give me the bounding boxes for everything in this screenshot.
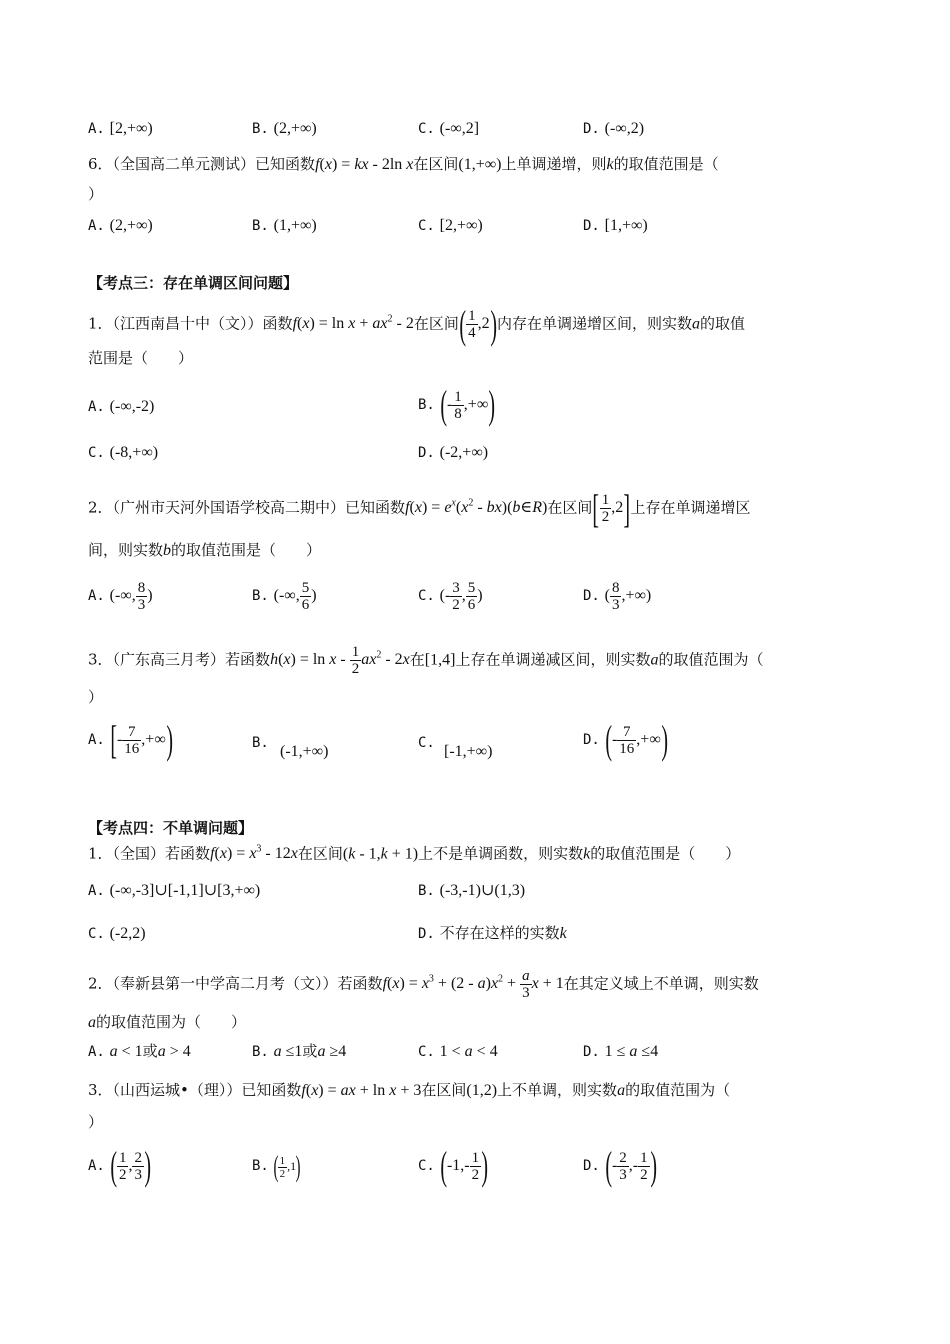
section-heading: 【考点三：存在单调区间问题】 — [88, 274, 299, 292]
formula: f(x) = kx - 2ln x — [315, 156, 414, 173]
option-a: A. (-∞,-2) — [88, 398, 155, 415]
formula: [ $\frac{1}{2}$ ,2] — [592, 485, 631, 531]
formula: (-8,+∞) — [109, 444, 159, 461]
question-stem: 2．（奉新县第一中学高二月考（文））若函数$f(x) = x^3 + (2 - a)x^2$ + $\frac{a}{3}$ x + 1在其定义域上不单调，则实数 — [88, 968, 759, 1002]
option-a: A. [- $\frac{7}{16}$ ,+∞) — [88, 717, 173, 763]
formula: (-3,-1)∪(1,3) — [439, 882, 526, 899]
question-stem-cont: a的取值范围为（ ） — [88, 1013, 247, 1031]
option-b: B. a ≤1或a ≥4 — [252, 1042, 347, 1060]
formula: (-∞,-2) — [109, 398, 155, 415]
formula: (-2,+∞) — [439, 444, 489, 461]
formula: h(x) = ln x - $\frac{1}{2}$ $ax^2 - 2x$ — [270, 644, 410, 678]
option-c: C. (- $\frac{3}{2}$ , $\frac{5}{6}$ ) — [418, 579, 483, 613]
formula: k — [606, 156, 614, 173]
formula: ( $\frac{1}{4}$ ,2) — [459, 301, 497, 347]
formula: (- $\frac{2}{3}$ ,- $\frac{1}{2}$ ) — [604, 1143, 657, 1189]
formula: ( $\frac{1}{2}$ ,1) — [273, 1150, 301, 1184]
formula: (-∞,-3]∪[-1,1]∪[3,+∞) — [109, 882, 261, 899]
option-c — [418, 118, 479, 139]
option-value: (-∞,2) — [604, 120, 645, 137]
formula: ( $\frac{1}{2}$ , $\frac{2}{3}$ ) — [109, 1143, 151, 1189]
question-stem-cont: 间，则实数b的取值范围是（ ） — [88, 541, 322, 559]
option-value: (-∞,2] — [439, 120, 480, 137]
option-label: C. — [418, 121, 435, 137]
formula: (-∞, $\frac{8}{3}$ ) — [109, 579, 153, 613]
formula: (k - 1,k + 1) — [342, 845, 419, 863]
formula: $f(x) = x^3 + (2 - a)x^2$ + $\frac{a}{3}$ x + 1 — [382, 968, 564, 1002]
option-b-value: (-1,+∞) — [280, 743, 329, 760]
question-stem: 1．（全国）若函数$f(x) = x^3 - 12x$在区间(k - 1,k + 1)上不是单调函数，则实数k的取值范围是（ ） — [88, 844, 741, 863]
option-b: B. (1,+∞) — [252, 217, 317, 234]
option-value: (2,+∞) — [273, 120, 317, 137]
option-label: A. — [88, 121, 105, 137]
option-d: D. 不存在这样的实数k — [418, 924, 567, 942]
option-c: C. (-2,2) — [88, 925, 146, 942]
option-d: D. (-2,+∞) — [418, 444, 489, 461]
question-stem: 3．（山西运城•（理））已知函数f(x) = ax + ln x + 3在区间(1,2)上不单调，则实数a的取值范围为（ — [88, 1081, 731, 1099]
formula: a — [692, 315, 701, 333]
option-a: A. (-∞,-3]∪[-1,1]∪[3,+∞) — [88, 882, 261, 899]
section-heading: 【考点四：不单调问题】 — [88, 819, 254, 837]
option-b: B. (-∞, $\frac{5}{6}$ ) — [252, 579, 317, 613]
option-label: B. — [252, 121, 269, 137]
formula: (1,+∞) — [458, 156, 502, 173]
option-c: C. — [418, 735, 435, 751]
formula: f(x) = ax + ln x + 3 — [301, 1082, 422, 1099]
formula: [- $\frac{7}{16}$ ,+∞) — [109, 717, 173, 763]
formula: (- $\frac{7}{16}$ ,+∞) — [604, 717, 668, 763]
option-b: B. (- $\frac{1}{8}$ ,+∞) — [418, 382, 496, 428]
option-a: A. (2,+∞) — [88, 217, 153, 234]
option-label: D. — [583, 121, 600, 137]
option-a — [88, 118, 153, 139]
formula: [1,4] — [424, 651, 456, 669]
option-c: C. 1 < a < 4 — [418, 1043, 498, 1060]
option-c: C. (-8,+∞) — [88, 444, 159, 461]
formula: (-1,- $\frac{1}{2}$ ) — [439, 1143, 489, 1189]
question-stem: 6．（全国高二单元测试）已知函数f(x) = kx - 2ln x在区间(1,+∞)上单调递增，则k的取值范围是（ — [88, 155, 719, 173]
option-a: A. a < 1或a > 4 — [88, 1042, 191, 1060]
question-stem: 2．（广州市天河外国语学校高二期中）已知函数$f(x) = e^x(x^2$ - bx)(b∈R)在区间[ $\frac{1}{2}$ ,2]上存在单调递增区 — [88, 485, 751, 531]
option-b: B. (-3,-1)∪(1,3) — [418, 882, 526, 899]
formula: (-2,2) — [109, 925, 146, 942]
option-b: B. ( $\frac{1}{2}$ ,1) — [252, 1150, 301, 1184]
option-d: D. [1,+∞) — [583, 217, 648, 234]
option-d: D. 1 ≤ a ≤4 — [583, 1043, 659, 1060]
formula: (- $\frac{1}{8}$ ,+∞) — [439, 382, 496, 428]
question-close-paren: ） — [88, 688, 104, 706]
question-close-paren: ） — [88, 1113, 104, 1131]
option-d: D. ( $\frac{8}{3}$ ,+∞) — [583, 579, 652, 613]
formula: (- $\frac{3}{2}$ , $\frac{5}{6}$ ) — [439, 579, 483, 613]
formula: $f(x) = x^3 - 12x$ — [210, 844, 298, 863]
question-stem-cont: 范围是（ ） — [88, 349, 194, 367]
option-c: C. (-1,- $\frac{1}{2}$ ) — [418, 1143, 489, 1189]
option-b — [252, 118, 317, 139]
option-d — [583, 118, 644, 139]
option-d: D. (- $\frac{2}{3}$ ,- $\frac{1}{2}$ ) — [583, 1143, 657, 1189]
formula: $f(x) = \ln x + ax^2 - 2$ — [292, 314, 414, 333]
option-value: [2,+∞) — [109, 120, 153, 137]
question-stem: 3．（广东高三月考）若函数h(x) = ln x - $\frac{1}{2}$ $ax^2 - 2x$在[1,4]上存在单调递减区间，则实数a的取值范围为（ — [88, 644, 764, 678]
option-c: C. [2,+∞) — [418, 217, 483, 234]
question-close-paren: ） — [88, 185, 104, 203]
option-c-value: [-1,+∞) — [444, 743, 493, 760]
formula: $f(x) = e^x(x^2$ - bx)(b∈R) — [405, 498, 548, 517]
formula: ( $\frac{8}{3}$ ,+∞) — [604, 579, 652, 613]
option-d: D. (- $\frac{7}{16}$ ,+∞) — [583, 717, 668, 763]
formula: (1,2) — [466, 1082, 498, 1099]
option-a: A. (-∞, $\frac{8}{3}$ ) — [88, 579, 153, 613]
question-stem: 1．（江西南昌十中（文））函数$f(x) = \ln x + ax^2 - 2$在区间( $\frac{1}{4}$ ,2)内存在单调递增区间，则实数a的取值 — [88, 301, 746, 347]
option-a: A. ( $\frac{1}{2}$ , $\frac{2}{3}$ ) — [88, 1143, 151, 1189]
formula: (-∞, $\frac{5}{6}$ ) — [273, 579, 317, 613]
option-b: B. — [252, 735, 269, 751]
